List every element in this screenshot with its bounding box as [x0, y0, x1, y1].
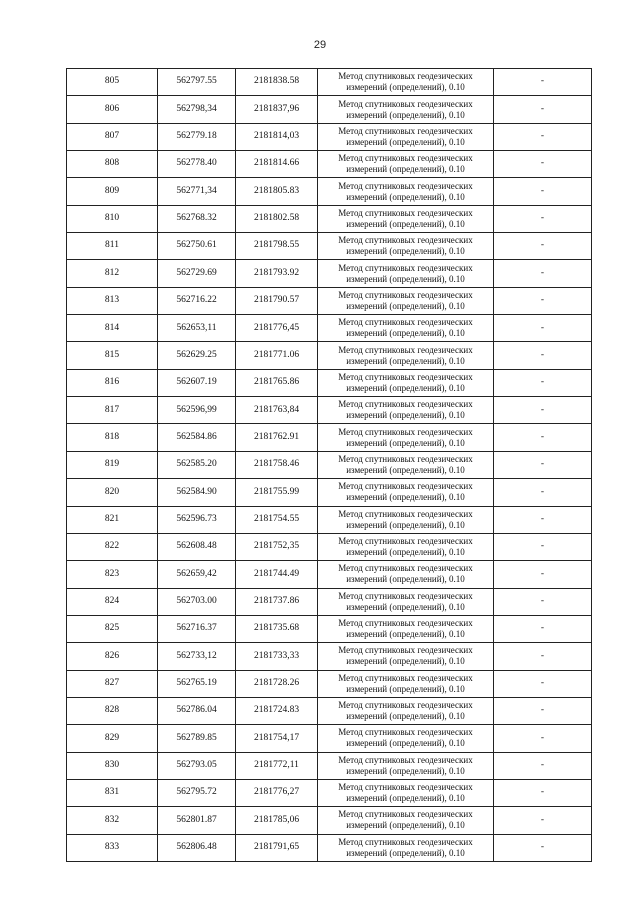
method-cell	[318, 779, 494, 806]
method-line-2: измерений (определений), 0.10	[346, 711, 465, 722]
point-number-cell: 828	[67, 697, 158, 724]
x-coordinate-cell: 562798,34	[158, 96, 236, 123]
x-coordinate-cell: 562779.18	[158, 123, 236, 150]
description-cell: -	[494, 397, 592, 424]
table-row	[67, 533, 592, 560]
x-coordinate-cell: 562596.73	[158, 506, 236, 533]
x-coordinate-cell: 562765.19	[158, 670, 236, 697]
table-row	[67, 725, 592, 752]
x-coordinate-cell: 562729.69	[158, 260, 236, 287]
description-cell: -	[494, 752, 592, 779]
y-coordinate-cell: 2181814,03	[236, 123, 318, 150]
method-cell	[318, 342, 494, 369]
method-cell	[318, 151, 494, 178]
x-coordinate-cell: 562768.32	[158, 205, 236, 232]
y-coordinate-cell: 2181765.86	[236, 369, 318, 396]
method-line-2: измерений (определений), 0.10	[346, 656, 465, 667]
method-line-1: Метод спутниковых геодезических	[338, 508, 473, 519]
y-coordinate-cell: 2181776,45	[236, 315, 318, 342]
method-line-1: Метод спутниковых геодезических	[338, 672, 473, 683]
description-cell: -	[494, 424, 592, 451]
method-line-1: Метод спутниковых геодезических	[338, 590, 473, 601]
description-cell: -	[494, 643, 592, 670]
x-coordinate-cell: 562795.72	[158, 779, 236, 806]
point-number-cell: 824	[67, 588, 158, 615]
method-cell	[318, 807, 494, 834]
method-cell	[318, 69, 494, 96]
y-coordinate-cell: 2181805.83	[236, 178, 318, 205]
method-cell	[318, 287, 494, 314]
y-coordinate-cell: 2181793.92	[236, 260, 318, 287]
description-cell: -	[494, 506, 592, 533]
point-number-cell: 808	[67, 151, 158, 178]
description-cell: -	[494, 533, 592, 560]
x-coordinate-cell: 562750.61	[158, 233, 236, 260]
table-row	[67, 69, 592, 96]
table-row	[67, 123, 592, 150]
description-cell: -	[494, 561, 592, 588]
description-cell: -	[494, 779, 592, 806]
table-row	[67, 315, 592, 342]
y-coordinate-cell: 2181752,35	[236, 533, 318, 560]
description-cell: -	[494, 451, 592, 478]
description-cell: -	[494, 69, 592, 96]
point-number-cell: 818	[67, 424, 158, 451]
y-coordinate-cell: 2181837,96	[236, 96, 318, 123]
x-coordinate-cell: 562716.37	[158, 615, 236, 642]
x-coordinate-cell: 562584.90	[158, 479, 236, 506]
y-coordinate-cell: 2181762.91	[236, 424, 318, 451]
y-coordinate-cell: 2181754.55	[236, 506, 318, 533]
method-line-1: Метод спутниковых геодезических	[338, 426, 473, 437]
point-number-cell: 820	[67, 479, 158, 506]
method-line-2: измерений (определений), 0.10	[346, 218, 465, 229]
point-number-cell: 821	[67, 506, 158, 533]
y-coordinate-cell: 2181771.06	[236, 342, 318, 369]
x-coordinate-cell: 562629.25	[158, 342, 236, 369]
point-number-cell: 832	[67, 807, 158, 834]
method-line-1: Метод спутниковых геодезических	[338, 481, 473, 492]
method-cell	[318, 561, 494, 588]
y-coordinate-cell: 2181724.83	[236, 697, 318, 724]
method-line-2: измерений (определений), 0.10	[346, 820, 465, 831]
method-line-2: измерений (определений), 0.10	[346, 82, 465, 93]
method-line-1: Метод спутниковых геодезических	[338, 536, 473, 547]
description-cell: -	[494, 315, 592, 342]
point-number-cell: 833	[67, 834, 158, 861]
table-row	[67, 588, 592, 615]
point-number-cell: 809	[67, 178, 158, 205]
method-line-2: измерений (определений), 0.10	[346, 191, 465, 202]
method-cell	[318, 123, 494, 150]
point-number-cell: 830	[67, 752, 158, 779]
table-row	[67, 151, 592, 178]
table-row	[67, 233, 592, 260]
method-line-2: измерений (определений), 0.10	[346, 492, 465, 503]
y-coordinate-cell: 2181755.99	[236, 479, 318, 506]
table-row	[67, 424, 592, 451]
method-line-2: измерений (определений), 0.10	[346, 382, 465, 393]
table-row	[67, 205, 592, 232]
page-number: 29	[313, 39, 327, 51]
point-number-cell: 827	[67, 670, 158, 697]
method-line-1: Метод спутниковых геодезических	[338, 98, 473, 109]
table-row	[67, 752, 592, 779]
x-coordinate-cell: 562608.48	[158, 533, 236, 560]
table-row	[67, 834, 592, 861]
point-number-cell: 831	[67, 779, 158, 806]
y-coordinate-cell: 2181735.68	[236, 615, 318, 642]
point-number-cell: 807	[67, 123, 158, 150]
table-row	[67, 807, 592, 834]
method-cell	[318, 424, 494, 451]
description-cell: -	[494, 670, 592, 697]
method-cell	[318, 205, 494, 232]
table-row	[67, 615, 592, 642]
point-number-cell: 826	[67, 643, 158, 670]
method-line-2: измерений (определений), 0.10	[346, 300, 465, 311]
method-line-2: измерений (определений), 0.10	[346, 683, 465, 694]
table-row	[67, 643, 592, 670]
y-coordinate-cell: 2181744.49	[236, 561, 318, 588]
point-number-cell: 815	[67, 342, 158, 369]
y-coordinate-cell: 2181772,11	[236, 752, 318, 779]
method-line-2: измерений (определений), 0.10	[346, 246, 465, 257]
method-line-2: измерений (определений), 0.10	[346, 273, 465, 284]
method-line-1: Метод спутниковых геодезических	[338, 262, 473, 273]
table-row	[67, 178, 592, 205]
description-cell: -	[494, 178, 592, 205]
y-coordinate-cell: 2181776,27	[236, 779, 318, 806]
method-cell	[318, 178, 494, 205]
x-coordinate-cell: 562659,42	[158, 561, 236, 588]
method-line-1: Метод спутниковых геодезических	[338, 289, 473, 300]
x-coordinate-cell: 562793.05	[158, 752, 236, 779]
coordinates-table-body	[67, 69, 592, 862]
method-cell	[318, 533, 494, 560]
method-line-2: измерений (определений), 0.10	[346, 164, 465, 175]
point-number-cell: 823	[67, 561, 158, 588]
method-line-1: Метод спутниковых геодезических	[338, 453, 473, 464]
x-coordinate-cell: 562789.85	[158, 725, 236, 752]
method-line-2: измерений (определений), 0.10	[346, 738, 465, 749]
method-cell	[318, 397, 494, 424]
description-cell: -	[494, 588, 592, 615]
point-number-cell: 829	[67, 725, 158, 752]
y-coordinate-cell: 2181798.55	[236, 233, 318, 260]
method-line-2: измерений (определений), 0.10	[346, 519, 465, 530]
method-line-1: Метод спутниковых геодезических	[338, 180, 473, 191]
point-number-cell: 825	[67, 615, 158, 642]
table-row	[67, 342, 592, 369]
description-cell: -	[494, 479, 592, 506]
point-number-cell: 819	[67, 451, 158, 478]
x-coordinate-cell: 562771,34	[158, 178, 236, 205]
y-coordinate-cell: 2181838.58	[236, 69, 318, 96]
method-line-1: Метод спутниковых геодезических	[338, 344, 473, 355]
x-coordinate-cell: 562585.20	[158, 451, 236, 478]
method-line-1: Метод спутниковых геодезических	[338, 317, 473, 328]
y-coordinate-cell: 2181814.66	[236, 151, 318, 178]
point-number-cell: 806	[67, 96, 158, 123]
method-line-1: Метод спутниковых геодезических	[338, 782, 473, 793]
method-line-1: Метод спутниковых геодезических	[338, 399, 473, 410]
method-line-2: измерений (определений), 0.10	[346, 847, 465, 858]
table-row	[67, 96, 592, 123]
method-line-2: измерений (определений), 0.10	[346, 793, 465, 804]
x-coordinate-cell: 562596,99	[158, 397, 236, 424]
description-cell: -	[494, 807, 592, 834]
x-coordinate-cell: 562703.00	[158, 588, 236, 615]
point-number-cell: 810	[67, 205, 158, 232]
method-line-2: измерений (определений), 0.10	[346, 328, 465, 339]
description-cell: -	[494, 260, 592, 287]
point-number-cell: 811	[67, 233, 158, 260]
table-row	[67, 479, 592, 506]
description-cell: -	[494, 96, 592, 123]
method-cell	[318, 451, 494, 478]
description-cell: -	[494, 725, 592, 752]
method-line-1: Метод спутниковых геодезических	[338, 563, 473, 574]
method-line-1: Метод спутниковых геодезических	[338, 207, 473, 218]
y-coordinate-cell: 2181802.58	[236, 205, 318, 232]
method-line-1: Метод спутниковых геодезических	[338, 71, 473, 82]
method-line-1: Метод спутниковых геодезических	[338, 125, 473, 136]
y-coordinate-cell: 2181790.57	[236, 287, 318, 314]
method-cell	[318, 725, 494, 752]
method-cell	[318, 233, 494, 260]
method-line-1: Метод спутниковых геодезических	[338, 153, 473, 164]
x-coordinate-cell: 562801.87	[158, 807, 236, 834]
description-cell: -	[494, 123, 592, 150]
point-number-cell: 812	[67, 260, 158, 287]
y-coordinate-cell: 2181728.26	[236, 670, 318, 697]
y-coordinate-cell: 2181785,06	[236, 807, 318, 834]
method-line-1: Метод спутниковых геодезических	[338, 809, 473, 820]
x-coordinate-cell: 562584.86	[158, 424, 236, 451]
x-coordinate-cell: 562797.55	[158, 69, 236, 96]
table-row	[67, 506, 592, 533]
x-coordinate-cell: 562716.22	[158, 287, 236, 314]
point-number-cell: 813	[67, 287, 158, 314]
method-line-2: измерений (определений), 0.10	[346, 629, 465, 640]
method-cell	[318, 479, 494, 506]
table-row	[67, 451, 592, 478]
y-coordinate-cell: 2181758.46	[236, 451, 318, 478]
method-line-2: измерений (определений), 0.10	[346, 136, 465, 147]
method-line-2: измерений (определений), 0.10	[346, 355, 465, 366]
table-row	[67, 260, 592, 287]
method-cell	[318, 752, 494, 779]
method-cell	[318, 697, 494, 724]
y-coordinate-cell: 2181754,17	[236, 725, 318, 752]
method-line-2: измерений (определений), 0.10	[346, 574, 465, 585]
x-coordinate-cell: 562607.19	[158, 369, 236, 396]
description-cell: -	[494, 233, 592, 260]
point-number-cell: 814	[67, 315, 158, 342]
table-row	[67, 397, 592, 424]
table-row	[67, 697, 592, 724]
method-cell	[318, 615, 494, 642]
y-coordinate-cell: 2181737.86	[236, 588, 318, 615]
method-line-1: Метод спутниковых геодезических	[338, 754, 473, 765]
method-cell	[318, 670, 494, 697]
description-cell: -	[494, 697, 592, 724]
method-cell	[318, 315, 494, 342]
x-coordinate-cell: 562778.40	[158, 151, 236, 178]
method-line-2: измерений (определений), 0.10	[346, 765, 465, 776]
method-line-1: Метод спутниковых геодезических	[338, 371, 473, 382]
method-cell	[318, 506, 494, 533]
method-line-2: измерений (определений), 0.10	[346, 601, 465, 612]
method-cell	[318, 643, 494, 670]
table-row	[67, 369, 592, 396]
method-line-1: Метод спутниковых геодезических	[338, 618, 473, 629]
y-coordinate-cell: 2181763,84	[236, 397, 318, 424]
method-cell	[318, 834, 494, 861]
table-row	[67, 779, 592, 806]
method-line-2: измерений (определений), 0.10	[346, 109, 465, 120]
method-line-1: Метод спутниковых геодезических	[338, 235, 473, 246]
method-line-2: измерений (определений), 0.10	[346, 410, 465, 421]
point-number-cell: 822	[67, 533, 158, 560]
y-coordinate-cell: 2181791,65	[236, 834, 318, 861]
method-line-2: измерений (определений), 0.10	[346, 547, 465, 558]
x-coordinate-cell: 562733,12	[158, 643, 236, 670]
method-line-1: Метод спутниковых геодезических	[338, 836, 473, 847]
method-line-1: Метод спутниковых геодезических	[338, 700, 473, 711]
method-line-1: Метод спутниковых геодезических	[338, 727, 473, 738]
point-number-cell: 816	[67, 369, 158, 396]
method-line-1: Метод спутниковых геодезических	[338, 645, 473, 656]
x-coordinate-cell: 562806.48	[158, 834, 236, 861]
method-cell	[318, 369, 494, 396]
description-cell: -	[494, 287, 592, 314]
method-cell	[318, 96, 494, 123]
method-cell	[318, 260, 494, 287]
description-cell: -	[494, 615, 592, 642]
y-coordinate-cell: 2181733,33	[236, 643, 318, 670]
point-number-cell: 817	[67, 397, 158, 424]
description-cell: -	[494, 834, 592, 861]
x-coordinate-cell: 562786.04	[158, 697, 236, 724]
method-line-2: измерений (определений), 0.10	[346, 437, 465, 448]
table-row	[67, 670, 592, 697]
point-number-cell: 805	[67, 69, 158, 96]
x-coordinate-cell: 562653,11	[158, 315, 236, 342]
coordinates-table	[66, 68, 592, 862]
description-cell: -	[494, 205, 592, 232]
method-cell	[318, 588, 494, 615]
table-row	[67, 287, 592, 314]
description-cell: -	[494, 151, 592, 178]
table-row	[67, 561, 592, 588]
description-cell: -	[494, 369, 592, 396]
method-line-2: измерений (определений), 0.10	[346, 464, 465, 475]
description-cell: -	[494, 342, 592, 369]
